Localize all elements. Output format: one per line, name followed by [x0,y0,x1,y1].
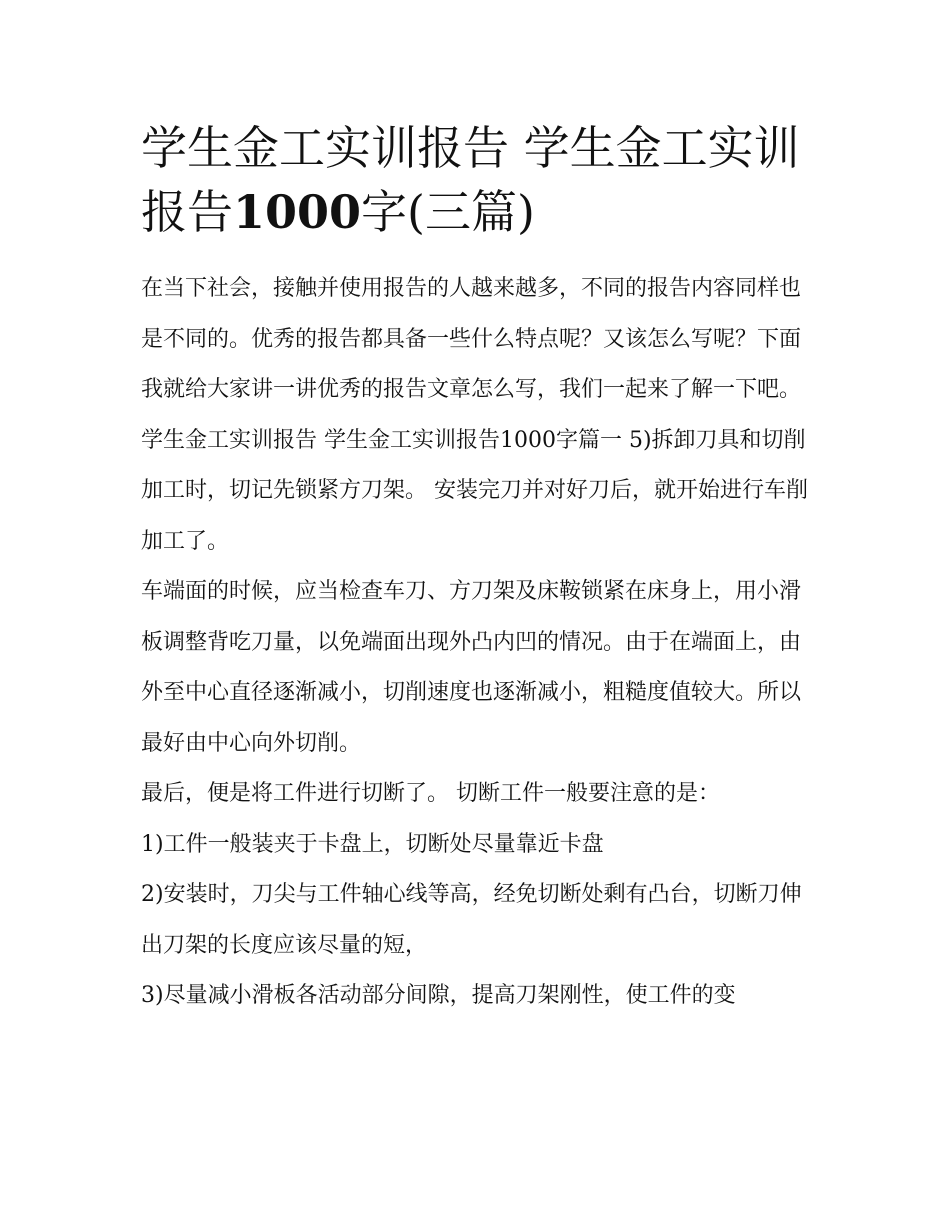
paragraph-facing: 车端面的时候，应当检查车刀、方刀架及床鞍锁紧在床身上，用小滑板调整背吃刀量，以免端面出现外凸内凹的情况。由于在端面上，由外至中心直径逐渐减小，切削速度也逐渐减小，粗糙度值较大。所以最好由中心向外切削。 [141,579,802,756]
paragraph-section-one: 学生金工实训报告 学生金工实训报告1000字篇一 5)拆卸刀具和切削加工时，切记先锁紧方刀架。 安装完刀并对好刀后，就开始进行车削加工了。 [141,427,808,554]
paragraph-intro: 在当下社会，接触并使用报告的人越来越多，不同的报告内容同样也是不同的。优秀的报告都具备一些什么特点呢？又该怎么写呢？下面我就给大家讲一讲优秀的报告文章怎么写，我们一起来了解一下吧。 [141,276,802,402]
document-title: 学生金工实训报告 学生金工实训报告1000字(三篇) [141,121,800,239]
document-body [141,264,811,1022]
list-item-2: 2)安装时，刀尖与工件轴心线等高，经免切断处剩有凸台，切断刀伸出刀架的长度应该尽量的短， [141,882,802,958]
document-content [141,116,811,1022]
list-item-1: 1)工件一般装夹于卡盘上，切断处尽量靠近卡盘 [141,831,604,857]
list-item-3: 3)尽量减小滑板各活动部分间隙，提高刀架刚性，使工件的变 [141,983,736,1008]
paragraph-cutoff: 最后，便是将工件进行切断了。 切断工件一般要注意的是： [141,781,720,806]
